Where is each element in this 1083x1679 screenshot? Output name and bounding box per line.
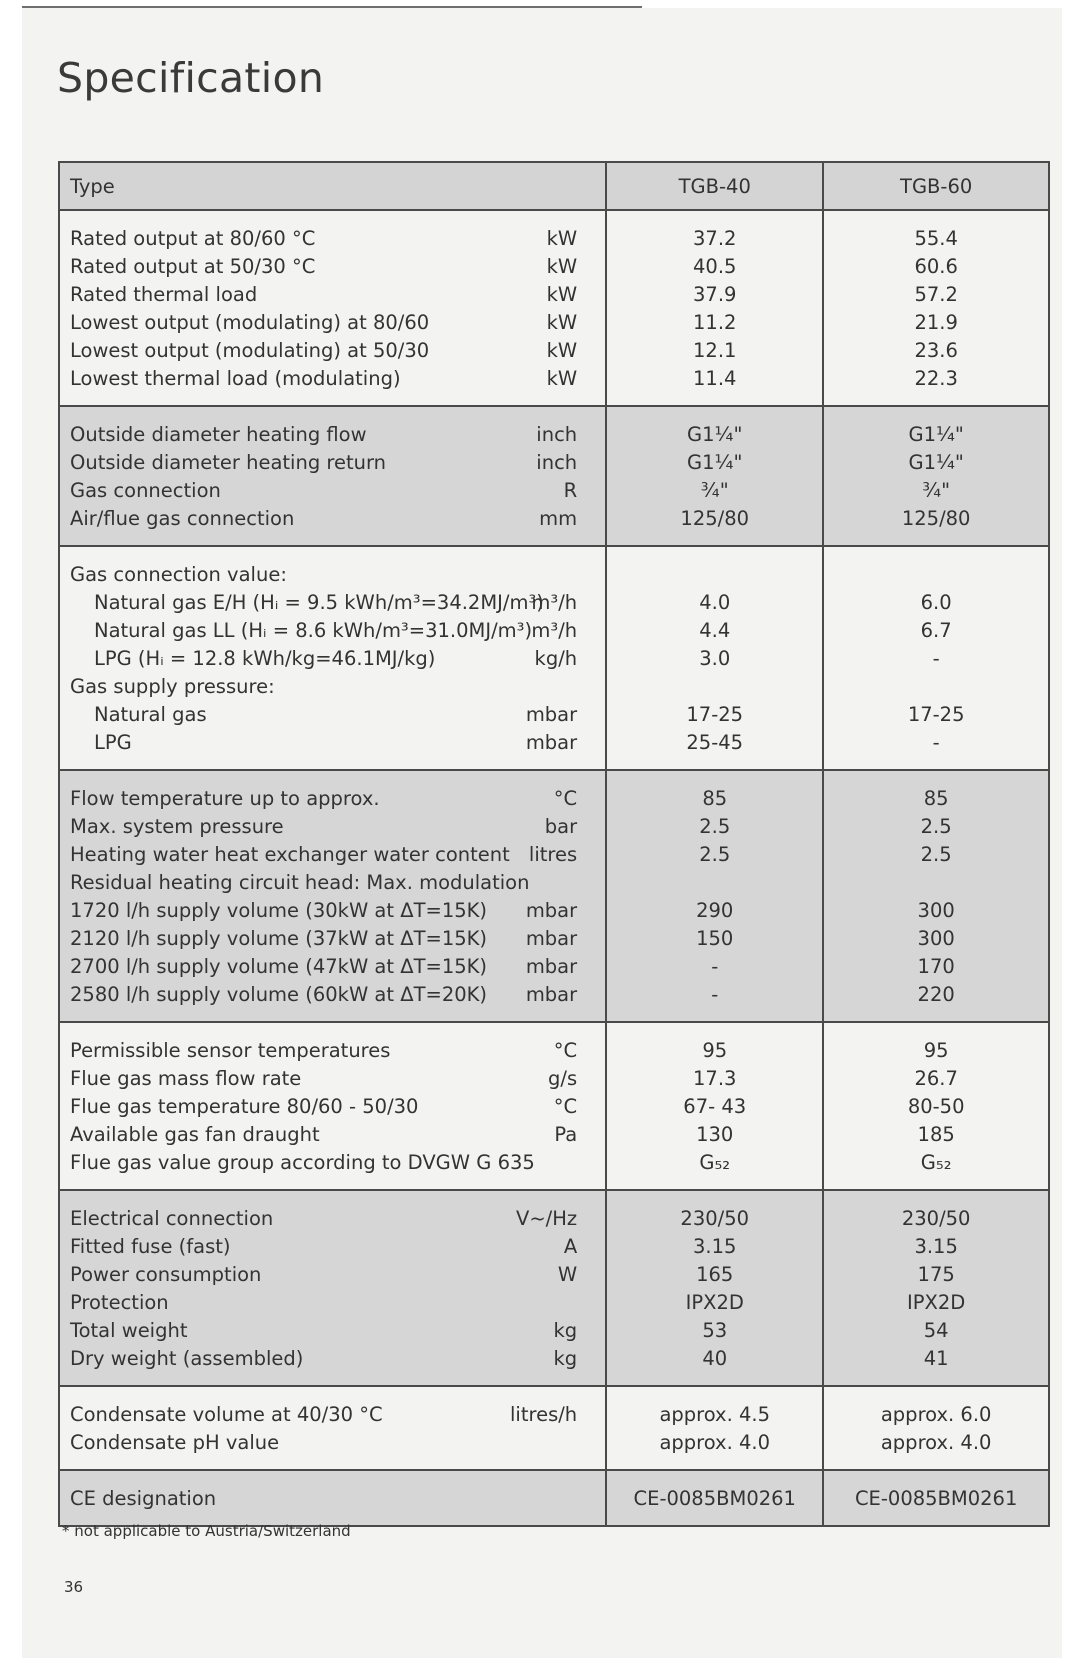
value-model-b: 26.7 xyxy=(914,1067,958,1090)
spec-body xyxy=(59,210,1049,1526)
spec-row xyxy=(60,281,605,309)
row-label: Lowest thermal load (modulating) xyxy=(70,367,401,390)
row-label: Power consumption xyxy=(70,1263,262,1286)
row-label: 1720 l/h supply volume (30kW at ΔT=15K) xyxy=(70,899,488,922)
row-label: Condensate pH value xyxy=(70,1431,280,1454)
value-model-b: 6.0 xyxy=(920,591,952,614)
value-model-a: 37.2 xyxy=(693,227,737,250)
spec-group xyxy=(59,1190,1049,1386)
group-values-model-a xyxy=(606,546,823,770)
spec-row xyxy=(60,1429,605,1457)
row-unit: bar xyxy=(544,815,578,838)
value-model-b: 125/80 xyxy=(901,507,971,530)
group-values-model-b xyxy=(823,1386,1049,1470)
spec-row xyxy=(60,1485,605,1513)
value-model-a: 230/50 xyxy=(680,1207,750,1230)
row-label: Natural gas xyxy=(94,703,207,726)
row-unit: mbar xyxy=(525,703,578,726)
row-label: Gas connection xyxy=(70,479,221,502)
value-model-a xyxy=(607,673,822,701)
row-label: Rated output at 50/30 °C xyxy=(70,255,316,278)
value-model-b: 300 xyxy=(917,899,955,922)
group-labels xyxy=(59,1470,606,1526)
value-model-b: 170 xyxy=(917,955,955,978)
row-unit: °C xyxy=(553,787,578,810)
value-model-a: 53 xyxy=(702,1319,728,1342)
spec-row xyxy=(60,953,605,981)
footnote: * not applicable to Austria/Switzerland xyxy=(62,1522,351,1540)
value-model-b: 41 xyxy=(923,1347,949,1370)
value-model-a: IPX2D xyxy=(685,1291,744,1314)
row-unit: A xyxy=(563,1235,578,1258)
row-label: Total weight xyxy=(70,1319,188,1342)
spec-row xyxy=(60,365,605,393)
spec-row xyxy=(60,701,605,729)
value-model-b: ¾" xyxy=(922,479,951,502)
spec-group xyxy=(59,210,1049,406)
row-label: Heating water heat exchanger water content xyxy=(70,843,510,866)
value-model-b: IPX2D xyxy=(907,1291,966,1314)
value-model-b: G₅₂ xyxy=(920,1151,952,1174)
value-model-a: 165 xyxy=(696,1263,734,1286)
value-model-a: ¾" xyxy=(700,479,729,502)
row-label: 2120 l/h supply volume (37kW at ΔT=15K) xyxy=(70,927,488,950)
value-model-b xyxy=(824,561,1048,589)
group-values-model-a xyxy=(606,1386,823,1470)
spec-row xyxy=(60,813,605,841)
row-label: Rated thermal load xyxy=(70,283,258,306)
row-unit: Pa xyxy=(554,1123,578,1146)
row-unit: kg xyxy=(553,1347,578,1370)
row-label: Outside diameter heating return xyxy=(70,451,387,474)
row-unit: mbar xyxy=(525,731,578,754)
specification-table xyxy=(58,161,1050,1527)
row-unit: kg xyxy=(553,1319,578,1342)
row-unit: litres/h xyxy=(510,1403,578,1426)
value-model-a: 67- 43 xyxy=(683,1095,747,1118)
spec-row xyxy=(60,1065,605,1093)
group-values-model-b xyxy=(823,406,1049,546)
spec-row xyxy=(60,225,605,253)
value-model-b: 80-50 xyxy=(907,1095,965,1118)
value-model-b: 230/50 xyxy=(901,1207,971,1230)
row-label: 2580 l/h supply volume (60kW at ΔT=20K) xyxy=(70,983,488,1006)
value-model-a: CE-0085BM0261 xyxy=(633,1487,796,1510)
row-label: CE designation xyxy=(70,1487,217,1510)
row-unit: m³/h xyxy=(531,619,578,642)
value-model-a: 4.4 xyxy=(699,619,731,642)
header-row xyxy=(59,162,1049,210)
value-model-a xyxy=(607,869,822,897)
row-unit: kW xyxy=(546,227,578,250)
value-model-a: approx. 4.5 xyxy=(659,1403,771,1426)
value-model-a: G1¼" xyxy=(687,451,743,474)
row-unit: °C xyxy=(553,1095,578,1118)
group-values-model-a xyxy=(606,1190,823,1386)
value-model-a: 2.5 xyxy=(699,843,731,866)
group-values-model-b xyxy=(823,1470,1049,1526)
row-unit: kW xyxy=(546,311,578,334)
group-values-model-b xyxy=(823,1190,1049,1386)
spec-row xyxy=(60,421,605,449)
row-label: Lowest output (modulating) at 50/30 xyxy=(70,339,430,362)
group-values-model-a xyxy=(606,1022,823,1190)
value-model-a: 3.0 xyxy=(699,647,731,670)
spec-row xyxy=(60,1233,605,1261)
row-unit: kW xyxy=(546,283,578,306)
spec-group xyxy=(59,770,1049,1022)
row-label: Gas supply pressure: xyxy=(70,675,275,698)
value-model-a: 130 xyxy=(696,1123,734,1146)
row-unit: V~/Hz xyxy=(516,1207,578,1230)
row-label: Protection xyxy=(70,1291,169,1314)
value-model-a: 17-25 xyxy=(686,703,744,726)
group-labels xyxy=(59,770,606,1022)
value-model-a: 40.5 xyxy=(693,255,737,278)
spec-group xyxy=(59,1386,1049,1470)
group-labels xyxy=(59,546,606,770)
value-model-a: 2.5 xyxy=(699,815,731,838)
value-model-b: 95 xyxy=(923,1039,949,1062)
value-model-b: - xyxy=(932,647,940,670)
spec-row xyxy=(60,841,605,869)
group-values-model-a xyxy=(606,1470,823,1526)
group-labels xyxy=(59,1386,606,1470)
value-model-b: 175 xyxy=(917,1263,955,1286)
value-model-a: 25-45 xyxy=(686,731,744,754)
row-label: Electrical connection xyxy=(70,1207,274,1230)
value-model-a: G1¼" xyxy=(687,423,743,446)
spec-group xyxy=(59,1022,1049,1190)
spec-row xyxy=(60,925,605,953)
group-values-model-b xyxy=(823,546,1049,770)
row-label: Permissible sensor temperatures xyxy=(70,1039,391,1062)
value-model-b: 23.6 xyxy=(914,339,958,362)
spec-group xyxy=(59,1470,1049,1526)
spec-row xyxy=(60,1345,605,1373)
header-model-a: TGB-40 xyxy=(606,162,823,210)
value-model-a: 11.4 xyxy=(693,367,737,390)
row-label: LPG xyxy=(94,731,132,754)
row-label: Fitted fuse (fast) xyxy=(70,1235,231,1258)
row-unit: litres xyxy=(528,843,578,866)
group-values-model-a xyxy=(606,406,823,546)
row-label: Available gas fan draught xyxy=(70,1123,320,1146)
row-unit: W xyxy=(557,1263,578,1286)
row-unit: mbar xyxy=(525,927,578,950)
spec-row xyxy=(60,1289,605,1317)
row-unit: mm xyxy=(539,507,578,530)
row-label: Natural gas E/H (Hᵢ = 9.5 kWh/m³=34.2MJ/m³) xyxy=(94,591,544,614)
group-values-model-a xyxy=(606,210,823,406)
row-unit: kW xyxy=(546,339,578,362)
value-model-b: 3.15 xyxy=(914,1235,958,1258)
spec-row xyxy=(60,1121,605,1149)
spec-row xyxy=(60,253,605,281)
value-model-b: approx. 4.0 xyxy=(880,1431,992,1454)
row-unit: mbar xyxy=(525,955,578,978)
row-label: Air/flue gas connection xyxy=(70,507,295,530)
spec-group xyxy=(59,406,1049,546)
value-model-a: 17.3 xyxy=(693,1067,737,1090)
spec-row xyxy=(60,1261,605,1289)
spec-row xyxy=(60,477,605,505)
spec-row xyxy=(60,449,605,477)
value-model-a: 11.2 xyxy=(693,311,737,334)
row-label: Natural gas LL (Hᵢ = 8.6 kWh/m³=31.0MJ/m³) xyxy=(94,619,533,642)
row-label: 2700 l/h supply volume (47kW at ΔT=15K) xyxy=(70,955,488,978)
value-model-b xyxy=(824,869,1048,897)
group-labels xyxy=(59,406,606,546)
row-unit: mbar xyxy=(525,983,578,1006)
spec-row xyxy=(60,1149,605,1177)
value-model-b: G1¼" xyxy=(908,451,964,474)
row-label: Gas connection value: xyxy=(70,563,287,586)
row-unit: kg/h xyxy=(534,647,578,670)
value-model-a: approx. 4.0 xyxy=(659,1431,771,1454)
value-model-b: - xyxy=(932,731,940,754)
row-label: Rated output at 80/60 °C xyxy=(70,227,316,250)
value-model-a: 3.15 xyxy=(693,1235,737,1258)
group-labels xyxy=(59,210,606,406)
row-label: LPG (Hᵢ = 12.8 kWh/kg=46.1MJ/kg) xyxy=(94,647,436,670)
spec-row xyxy=(60,505,605,533)
value-model-a: 4.0 xyxy=(699,591,731,614)
row-label: Flow temperature up to approx. xyxy=(70,787,380,810)
row-label: Residual heating circuit head: Max. modulation xyxy=(70,871,530,894)
value-model-a: 85 xyxy=(702,787,728,810)
spec-row xyxy=(60,1205,605,1233)
spec-row xyxy=(60,589,605,617)
group-labels xyxy=(59,1190,606,1386)
spec-row xyxy=(60,729,605,757)
value-model-b: 57.2 xyxy=(914,283,958,306)
value-model-b: 21.9 xyxy=(914,311,958,334)
value-model-a: 40 xyxy=(702,1347,728,1370)
group-values-model-b xyxy=(823,1022,1049,1190)
value-model-b: 220 xyxy=(917,983,955,1006)
row-unit: inch xyxy=(536,423,578,446)
value-model-a: 12.1 xyxy=(693,339,737,362)
value-model-b: 2.5 xyxy=(920,843,952,866)
value-model-a: 125/80 xyxy=(680,507,750,530)
spec-row xyxy=(60,981,605,1009)
value-model-a: - xyxy=(711,983,719,1006)
value-model-b: CE-0085BM0261 xyxy=(854,1487,1018,1510)
row-unit: kW xyxy=(546,367,578,390)
row-unit: °C xyxy=(553,1039,578,1062)
value-model-b: 17-25 xyxy=(907,703,965,726)
spec-row xyxy=(60,1093,605,1121)
value-model-a xyxy=(607,561,822,589)
value-model-a: 290 xyxy=(696,899,734,922)
spec-row xyxy=(60,897,605,925)
value-model-a: 150 xyxy=(696,927,734,950)
page-title: Specification xyxy=(57,54,325,102)
group-labels xyxy=(59,1022,606,1190)
value-model-b: G1¼" xyxy=(908,423,964,446)
row-unit: g/s xyxy=(548,1067,578,1090)
top-rule xyxy=(22,6,642,8)
row-label: Condensate volume at 40/30 °C xyxy=(70,1403,383,1426)
row-unit: inch xyxy=(536,451,578,474)
spec-row xyxy=(60,1317,605,1345)
value-model-a: - xyxy=(711,955,719,978)
group-values-model-b xyxy=(823,770,1049,1022)
value-model-a: 37.9 xyxy=(693,283,737,306)
spec-row xyxy=(60,337,605,365)
row-label: Flue gas mass flow rate xyxy=(70,1067,302,1090)
row-label: Max. system pressure xyxy=(70,815,284,838)
row-label: Flue gas value group according to DVGW G 635 xyxy=(70,1151,535,1174)
value-model-b: approx. 6.0 xyxy=(880,1403,992,1426)
spec-row xyxy=(60,561,605,589)
spec-row xyxy=(60,1037,605,1065)
value-model-b: 54 xyxy=(923,1319,949,1342)
value-model-b: 22.3 xyxy=(914,367,958,390)
spec-group xyxy=(59,546,1049,770)
row-label: Dry weight (assembled) xyxy=(70,1347,304,1370)
row-unit: mbar xyxy=(525,899,578,922)
value-model-b: 85 xyxy=(923,787,949,810)
value-model-b xyxy=(824,673,1048,701)
header-type: Type xyxy=(59,162,606,210)
value-model-b: 6.7 xyxy=(920,619,952,642)
value-model-a: 95 xyxy=(702,1039,728,1062)
row-unit: R xyxy=(563,479,578,502)
row-label: Lowest output (modulating) at 80/60 xyxy=(70,311,430,334)
value-model-b: 2.5 xyxy=(920,815,952,838)
spec-row xyxy=(60,309,605,337)
spec-row xyxy=(60,617,605,645)
value-model-b: 185 xyxy=(917,1123,955,1146)
page-number: 36 xyxy=(64,1578,84,1596)
row-unit: kW xyxy=(546,255,578,278)
spec-row xyxy=(60,645,605,673)
row-unit: m³/h xyxy=(531,591,578,614)
value-model-a: G₅₂ xyxy=(699,1151,731,1174)
row-label: Flue gas temperature 80/60 - 50/30 xyxy=(70,1095,419,1118)
spec-row xyxy=(60,869,605,897)
spec-row xyxy=(60,785,605,813)
value-model-b: 60.6 xyxy=(914,255,958,278)
spec-row xyxy=(60,673,605,701)
value-model-b: 300 xyxy=(917,927,955,950)
value-model-b: 55.4 xyxy=(914,227,958,250)
row-label: Outside diameter heating flow xyxy=(70,423,367,446)
spec-row xyxy=(60,1401,605,1429)
header-model-b: TGB-60 xyxy=(823,162,1049,210)
group-values-model-b xyxy=(823,210,1049,406)
group-values-model-a xyxy=(606,770,823,1022)
